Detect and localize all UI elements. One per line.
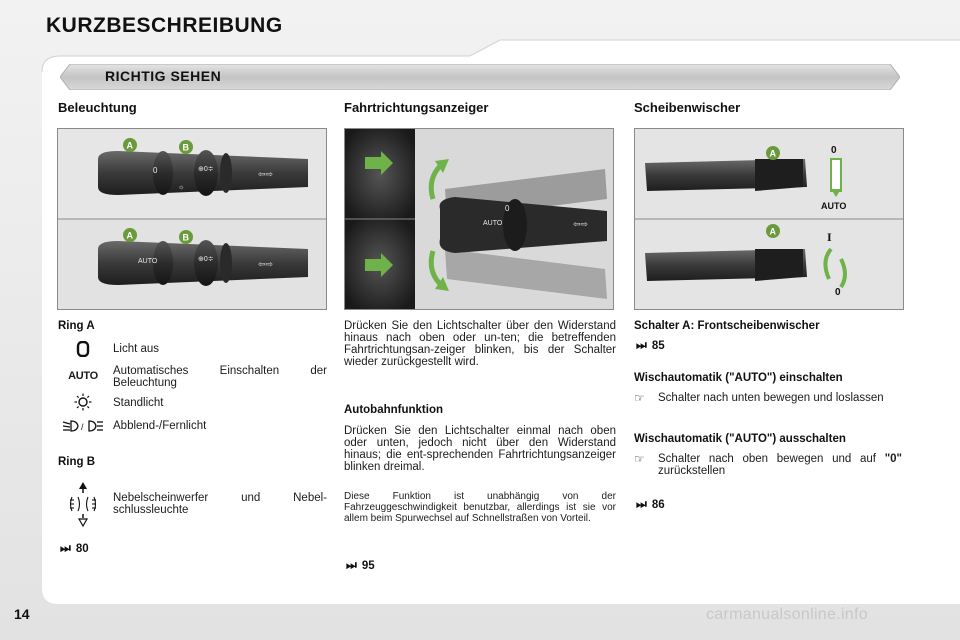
fog-lamp-icon xyxy=(62,480,104,528)
auto-lighting-text: AUTO xyxy=(68,370,98,382)
page-number: 14 xyxy=(14,606,30,622)
page-title: KURZBESCHREIBUNG xyxy=(46,14,283,37)
wiper-page-ref-1: ⏭ 85 xyxy=(636,338,665,352)
hand-pointer-icon: ☞ xyxy=(634,452,645,466)
page-ref-arrow-icon: ⏭ xyxy=(636,338,647,352)
ring-a-item-label: Abblend-/Fernlicht xyxy=(113,420,207,432)
indicator-stalk-illustration xyxy=(344,128,614,310)
lighting-heading: Beleuchtung xyxy=(58,100,137,115)
dipped-main-beam-icon xyxy=(62,416,104,436)
ring-a-item-label: Licht aus xyxy=(113,343,160,355)
indicator-ring-auto: AUTO xyxy=(483,220,503,227)
section-title: RICHTIG SEHEN xyxy=(105,68,222,84)
auto-wipe-off-step: ☞ Schalter nach oben bewegen und auf "0" zurückstellen xyxy=(634,452,902,477)
ring-symbol-auto: AUTO xyxy=(138,258,158,265)
page-ref-arrow-icon: ⏭ xyxy=(346,558,357,572)
auto-lighting-icon xyxy=(62,366,104,386)
wiper-pos-auto: AUTO xyxy=(821,201,847,211)
auto-wipe-off-heading: Wischautomatik ("AUTO") ausschalten xyxy=(634,433,846,445)
autobahn-heading: Autobahnfunktion xyxy=(344,404,444,416)
ring-a-item-label: Automatisches Einschalten der Beleuchtung xyxy=(113,365,327,389)
ring-b-item-label: Nebelscheinwerfer und Nebel-schlussleuchte xyxy=(113,492,327,516)
svg-text:⇦⇨: ⇦⇨ xyxy=(573,219,589,229)
indicators-heading: Fahrtrichtungsanzeiger xyxy=(344,100,489,115)
lighting-stalk-illustration xyxy=(57,128,327,310)
lighting-page-ref: ⏭ 80 xyxy=(60,541,89,555)
wiper-pos-0: 0 xyxy=(831,145,837,156)
svg-text:⇦⇨: ⇦⇨ xyxy=(258,259,274,269)
sidelight-icon xyxy=(62,393,104,411)
svg-text:⊕0≑: ⊕0≑ xyxy=(198,256,214,263)
ring-a-item-label: Standlicht xyxy=(113,397,164,409)
svg-text:⊕0≑: ⊕0≑ xyxy=(198,166,214,173)
ring-a-title: Ring A xyxy=(58,320,95,332)
indicator-page-ref: ⏭ 95 xyxy=(346,558,375,572)
light-off-icon xyxy=(62,340,104,358)
label-a-upper: A xyxy=(126,140,133,151)
watermark: carmanualsonline.info xyxy=(706,606,868,623)
auto-wipe-on-step: ☞ Schalter nach unten bewegen und loslassen xyxy=(634,391,884,405)
label-b-upper: B xyxy=(182,142,189,153)
autobahn-note: Diese Funktion ist unabhängig von der Fahrzeuggeschwindigkeit benutzbar, allerdings ist sie vor allem beim Spurwechsel auf Schnellstraßen von Vorteil. xyxy=(344,491,616,524)
ring-symbol-0: 0 xyxy=(153,166,158,175)
wiper-label-a-lower: A xyxy=(769,226,776,237)
svg-text:⇦⇨: ⇦⇨ xyxy=(258,169,274,179)
svg-text:/: / xyxy=(81,422,84,432)
page-ref-arrow-icon: ⏭ xyxy=(60,541,71,555)
wiper-page-ref-2: ⏭ 86 xyxy=(636,497,665,511)
label-b-lower: B xyxy=(182,232,189,243)
indicator-ring-0: 0 xyxy=(505,204,510,213)
wiper-switch-heading: Schalter A: Frontscheibenwischer xyxy=(634,320,820,332)
label-a-lower: A xyxy=(126,230,133,241)
wipers-heading: Scheibenwischer xyxy=(634,100,741,115)
autobahn-description: Drücken Sie den Lichtschalter einmal nach oben oder unten, jedoch nicht über den Widerstand hinaus; die ent-sprechenden Fahrtrichtungsanzeiger blinken dreimal. xyxy=(344,425,616,473)
auto-wipe-on-heading: Wischautomatik ("AUTO") einschalten xyxy=(634,372,843,384)
hand-pointer-icon: ☞ xyxy=(634,391,645,405)
wiper-label-a-upper: A xyxy=(769,148,776,159)
wiper-stalk-illustration xyxy=(634,128,904,310)
indicator-description: Drücken Sie den Lichtschalter über den Widerstand hinaus nach oben oder un-ten; die betreffenden Fahrtrichtungsan-zeiger blinken, bis der Schalter wieder zurückgestellt wird. xyxy=(344,320,616,368)
ring-b-title: Ring B xyxy=(58,456,96,468)
wiper-pos-1: I xyxy=(827,230,832,244)
wiper-pos-0-lower: 0 xyxy=(835,287,841,298)
page-ref-arrow-icon: ⏭ xyxy=(636,497,647,511)
svg-text:☼: ☼ xyxy=(178,184,185,191)
